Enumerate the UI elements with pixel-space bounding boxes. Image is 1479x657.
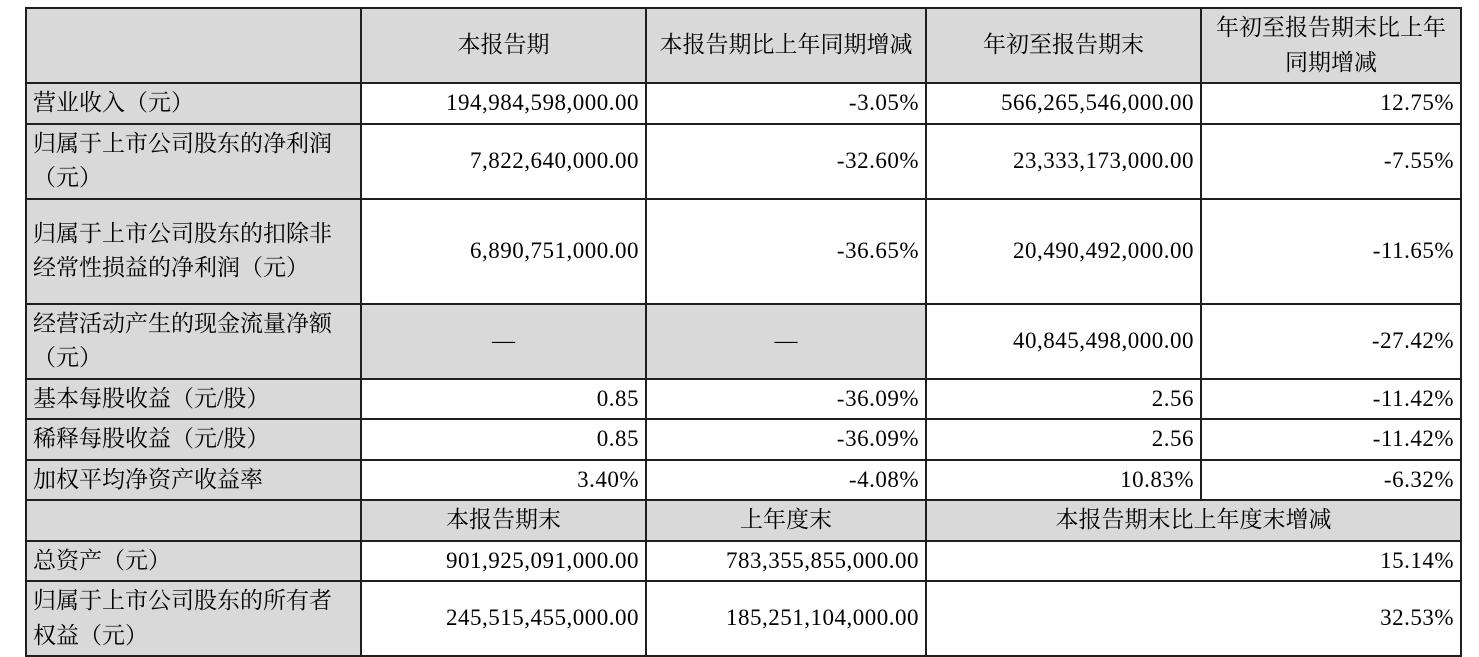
- cell-current-period-end: 245,515,455,000.00: [361, 581, 646, 656]
- row-label: 经营活动产生的现金流量净额（元）: [26, 304, 361, 379]
- cell-period-end-change: 15.14%: [926, 541, 1461, 582]
- row-label: 基本每股收益（元/股）: [26, 379, 361, 420]
- table-header-row: [26, 8, 1461, 83]
- table-row-net-profit: [26, 124, 1461, 199]
- table-row-shareholders-equity: [26, 581, 1461, 656]
- table-row-weighted-avg-roe: [26, 460, 1461, 501]
- row-label: 营业收入（元）: [26, 83, 361, 124]
- cell-prior-year-end: 185,251,104,000.00: [646, 581, 926, 656]
- header-year-to-date: 年初至报告期末: [926, 8, 1201, 83]
- table-secondary-header-row: [26, 500, 1461, 541]
- cell-current-period: 3.40%: [361, 460, 646, 501]
- cell-current-period-change: -36.09%: [646, 419, 926, 460]
- key-financials-table: [25, 7, 1462, 657]
- cell-current-period-end: 901,925,091,000.00: [361, 541, 646, 582]
- cell-year-to-date: 23,333,173,000.00: [926, 124, 1201, 199]
- header-current-period-change: 本报告期比上年同期增减: [646, 8, 926, 83]
- cell-current-period-change: -36.09%: [646, 379, 926, 420]
- row-label: 归属于上市公司股东的净利润（元）: [26, 124, 361, 199]
- cell-current-period: 0.85: [361, 379, 646, 420]
- cell-current-period: 194,984,598,000.00: [361, 83, 646, 124]
- cell-year-to-date: 2.56: [926, 419, 1201, 460]
- cell-prior-year-end: 783,355,855,000.00: [646, 541, 926, 582]
- cell-year-to-date-change: -11.42%: [1201, 379, 1461, 420]
- secondary-header-empty-cell: [26, 500, 361, 541]
- row-label: 归属于上市公司股东的扣除非经常性损益的净利润（元）: [26, 199, 361, 304]
- header-period-end-change: 本报告期末比上年度末增减: [926, 500, 1461, 541]
- cell-current-period-change: -3.05%: [646, 83, 926, 124]
- table-row-basic-eps: [26, 379, 1461, 420]
- cell-year-to-date: 566,265,546,000.00: [926, 83, 1201, 124]
- cell-period-end-change: 32.53%: [926, 581, 1461, 656]
- row-label: 总资产（元）: [26, 541, 361, 582]
- row-label: 加权平均净资产收益率: [26, 460, 361, 501]
- cell-year-to-date-change: -7.55%: [1201, 124, 1461, 199]
- header-prior-year-end: 上年度末: [646, 500, 926, 541]
- table-row-revenue: [26, 83, 1461, 124]
- cell-current-period: 6,890,751,000.00: [361, 199, 646, 304]
- table-row-net-profit-excl-nonrecurring: [26, 199, 1461, 304]
- table-row-operating-cash-flow: [26, 304, 1461, 379]
- header-current-period: 本报告期: [361, 8, 646, 83]
- cell-current-period-change: -36.65%: [646, 199, 926, 304]
- row-label: 归属于上市公司股东的所有者权益（元）: [26, 581, 361, 656]
- table-row-total-assets: [26, 541, 1461, 582]
- cell-year-to-date: 20,490,492,000.00: [926, 199, 1201, 304]
- cell-current-period-change: -4.08%: [646, 460, 926, 501]
- row-label: 稀释每股收益（元/股）: [26, 419, 361, 460]
- header-year-to-date-change: 年初至报告期末比上年同期增减: [1201, 8, 1461, 83]
- cell-year-to-date-change: 12.75%: [1201, 83, 1461, 124]
- cell-year-to-date: 40,845,498,000.00: [926, 304, 1201, 379]
- cell-current-period-dash: —: [361, 304, 646, 379]
- cell-year-to-date: 2.56: [926, 379, 1201, 420]
- cell-current-period-change: -32.60%: [646, 124, 926, 199]
- cell-year-to-date-change: -27.42%: [1201, 304, 1461, 379]
- cell-current-period-change-dash: —: [646, 304, 926, 379]
- cell-current-period: 7,822,640,000.00: [361, 124, 646, 199]
- table-row-diluted-eps: [26, 419, 1461, 460]
- header-current-period-end: 本报告期末: [361, 500, 646, 541]
- cell-year-to-date-change: -11.42%: [1201, 419, 1461, 460]
- header-empty-cell: [26, 8, 361, 83]
- cell-year-to-date: 10.83%: [926, 460, 1201, 501]
- cell-current-period: 0.85: [361, 419, 646, 460]
- cell-year-to-date-change: -6.32%: [1201, 460, 1461, 501]
- cell-year-to-date-change: -11.65%: [1201, 199, 1461, 304]
